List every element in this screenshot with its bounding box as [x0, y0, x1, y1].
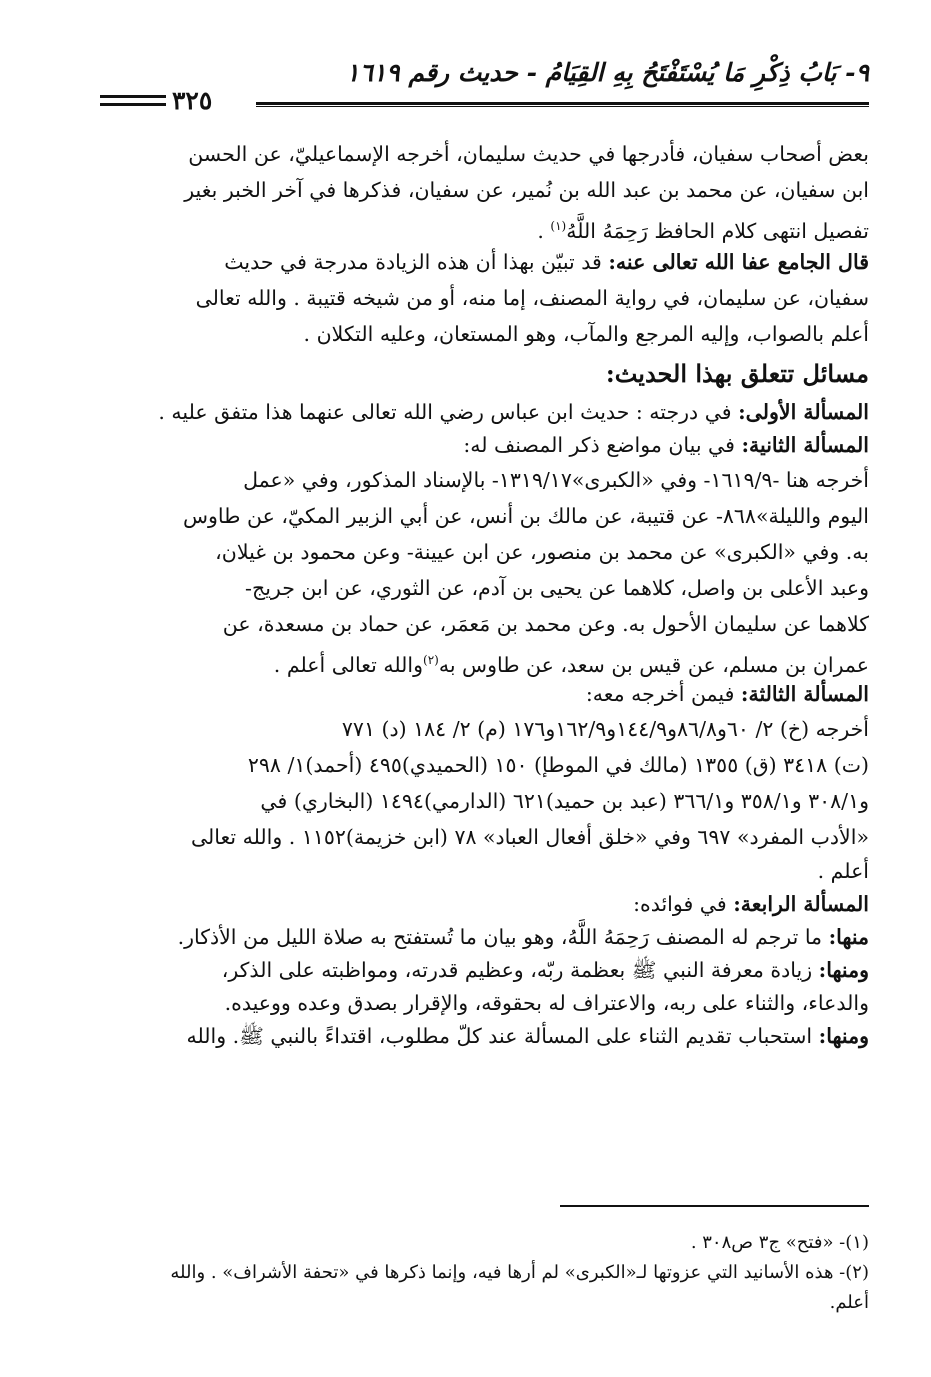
intro-line-3-end: . — [537, 218, 551, 243]
footnote-separator — [560, 1205, 869, 1207]
benefit-item-2 — [100, 954, 869, 987]
masala-4-text: في فوائده: — [633, 892, 734, 916]
intro-line-1: بعض أصحاب سفيان، فأدرجها في حديث سليمان، أخرجه الإسماعيليّ، عن الحسن — [188, 142, 869, 166]
masala-1-text: في درجته : حديث ابن عباس رضي الله تعالى عنهما هذا متفق عليه . — [158, 400, 739, 424]
masala-4-label: المسألة الرابعة: — [733, 892, 869, 916]
footnote-marker-1: (١) — [550, 219, 567, 233]
masala-2-line-3: به. وفي «الكبرى» عن محمد بن منصور، عن ابن عيينة- وعن محمود بن غيلان، — [215, 540, 869, 564]
masala-2-line-5: كلاهما عن سليمان الأحول به. وعن محمد بن مَعمَر، عن حماد بن مسعدة، عن — [222, 612, 869, 636]
benefit-3-label: ومنها: — [818, 1024, 869, 1048]
masala-2-last-b: والله تعالى أعلم . — [273, 652, 424, 677]
footnote-2: (٢)- هذه الأسانيد التي عزوتها لـ«الكبرى» لم أرها فيه، وإنما ذكرها في «تحفة الأشراف» . والله — [170, 1262, 869, 1283]
benefit-1-label: منها: — [828, 925, 869, 949]
header-rule — [256, 102, 869, 105]
masala-3-line-2: (ت) ٣٤١٨ (ق) ١٣٥٥ (مالك في الموطإ) ١٥٠ (الحميدي)٤٩٥ (أحمد)١/ ٢٩٨ — [247, 753, 869, 777]
masala-2-last-a: عمران بن مسلم، عن قيس بن سعد، عن طاوس به — [438, 652, 869, 677]
benefit-2-cont-text: والدعاء، والثناء على ربه، والاعتراف له بحقوقه، والإقرار بصدق وعده ووعيده. — [224, 991, 869, 1015]
intro-line-3-text: تفصيل انتهى كلام الحافظ رَحِمَهُ اللَّهُ — [566, 218, 869, 243]
masala-2-text: في بيان مواضع ذكر المصنف له: — [463, 433, 742, 457]
benefit-3-text: استحباب تقديم الثناء على المسألة عند كلّ مطلوب، اقتداءً بالنبي ﷺ. والله — [186, 1024, 819, 1048]
masala-2-line-4: وعبد الأعلى بن واصل، كلاهما عن يحيى بن آدم، عن الثوري، عن ابن جريج- — [245, 576, 869, 600]
page-number-rule-bottom — [100, 103, 166, 106]
masala-3-line-3: و٣٠٨/١ و٣٥٨/١ و٣٦٦/١ (عبد بن حميد)٦٢١ (الدارمي)١٤٩٤ (البخاري) في — [260, 789, 869, 813]
jami-paragraph-line-1 — [100, 244, 869, 280]
benefit-item-1 — [100, 921, 869, 954]
footnotes — [100, 1228, 869, 1318]
section-title: مسائل تتعلق بهذا الحديث: — [605, 359, 869, 388]
footnote-2-cont: أعلم. — [829, 1292, 869, 1313]
benefit-2-text: زيادة معرفة النبي ﷺ بعظمة ربّه، وعظيم قدرته، ومواظبته على الذكر، — [221, 958, 819, 982]
masala-3-line-4: «الأدب المفرد» ٦٩٧ وفي «خلق أفعال العباد» ٧٨ (ابن خزيمة)١١٥٢ . والله تعالى — [190, 825, 869, 849]
intro-line-3 — [100, 208, 869, 244]
footnote-1: (١)- «فتح» ج٣ ص٣٠٨ . — [690, 1232, 869, 1253]
masala-2-label: المسألة الثانية: — [741, 433, 869, 457]
jami-line-3: أعلم بالصواب، وإليه المرجع والمآب، وهو المستعان، وعليه التكلان . — [303, 322, 869, 346]
intro-line-2: ابن سفيان، عن محمد بن عبد الله بن نُمير، عن سفيان، فذكرها في آخر الخبر بغير — [184, 178, 869, 202]
masala-2-line-1: أخرجه هنا -١٦١٩/٩- وفي «الكبرى»١٣١٩/١٧- بالإسناد المذكور، وفي «عمل — [243, 468, 869, 492]
masala-1-label: المسألة الأولى: — [738, 400, 869, 424]
benefit-item-2-cont — [100, 987, 869, 1020]
jami-line-2: سفيان، عن سليمان، في رواية المصنف، إما منه، أو من شيخه قتيبة . والله تعالى — [195, 286, 869, 310]
masala-3-label: المسألة الثالثة: — [740, 682, 869, 706]
jami-label: قال الجامع عفا الله تعالى عنه: — [608, 250, 869, 274]
running-header-title: ٩- بَابُ ذِكْرِ مَا يُسْتَفْتَحُ بِهِ القِيَامُ - حديث رقم ١٦١٩ — [346, 58, 869, 87]
benefit-item-3 — [100, 1020, 869, 1053]
benefit-1-text: ما ترجم له المصنف رَحِمَهُ اللَّهُ، وهو بيان ما تُستفتح به صلاة الليل من الأذكار. — [177, 925, 829, 949]
page-number: ٣٢٥ — [172, 86, 213, 115]
page-header — [100, 58, 869, 115]
main-text — [100, 136, 869, 1053]
masala-3-line-1: أخرجه (خ) ٢/ ٦٠و٨٦/٨و١٤٤/٩و١٦٢/٩و١٧٦ (م) ٢/ ١٨٤ (د) ٧٧١ — [341, 717, 869, 741]
masala-3-line-5: أعلم . — [817, 859, 869, 883]
masala-4 — [100, 888, 869, 921]
masala-1 — [100, 396, 869, 429]
benefit-2-label: ومنها: — [818, 958, 869, 982]
header-rule-thin — [256, 106, 869, 107]
masala-3 — [100, 678, 869, 711]
masala-2-line-6 — [100, 642, 869, 678]
masala-2 — [100, 429, 869, 462]
jami-text: قد تبيّن بهذا أن هذه الزيادة مدرجة في حديث — [224, 250, 609, 274]
footnote-marker-2: (٢) — [423, 653, 439, 667]
masala-2-line-2: اليوم والليلة»٨٦٨- عن قتيبة، عن مالك بن أنس، عن أبي الزبير المكيّ، عن طاوس — [182, 504, 869, 528]
page-number-rule-top — [100, 95, 166, 98]
masala-3-text: فيمن أخرجه معه: — [585, 682, 741, 706]
